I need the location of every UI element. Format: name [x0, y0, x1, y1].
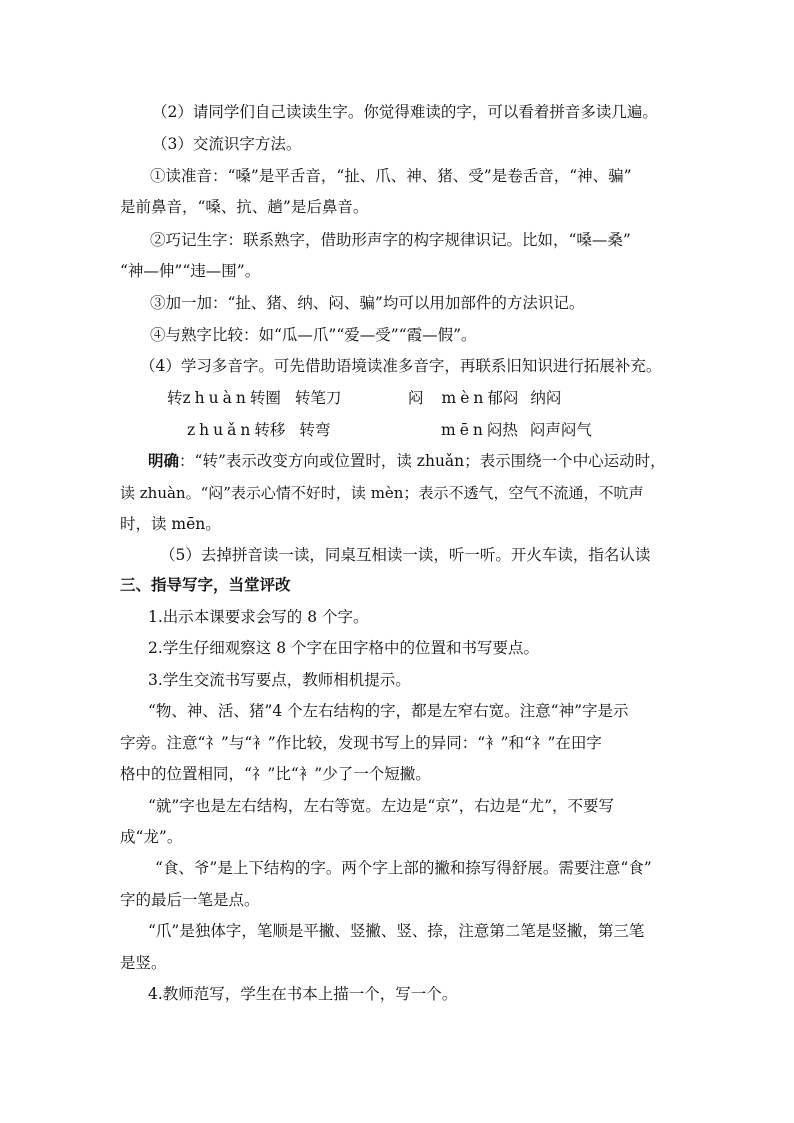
pinyin: zhuǎn: [187, 421, 255, 439]
section-heading: 三、指导写字，当堂评改: [120, 576, 291, 594]
example-word: 纳闷: [530, 389, 562, 407]
paragraph-line: ③加一加：“扯、猪、纳、闷、骗”均可以用加部件的方法识记。: [150, 294, 585, 312]
clarify-label: 明确: [148, 452, 180, 470]
clarify-line: 时，读 mēn。: [120, 515, 221, 533]
pinyin: mèn: [441, 389, 488, 407]
paragraph-line: “神—伸”“违—围”。: [120, 262, 261, 280]
paragraph-line: 是前鼻音，“嗓、抗、趟”是后鼻音。: [120, 198, 369, 216]
paragraph-line: 成“龙”。: [120, 828, 183, 846]
paragraph-line: “就”字也是左右结构，左右等宽。左边是“京”，右边是“尤”，不要写: [148, 797, 615, 815]
paragraph-line: （4）学习多音字。可先借助语境读准多音字，再联系旧知识进行拓展补充。: [140, 357, 662, 375]
example-word: 闷声闷气: [529, 421, 592, 439]
paragraph-line: 是竖。: [120, 954, 167, 972]
polyphonic-char: 闷: [408, 389, 424, 407]
paragraph-line: 字旁。注意“礻”与“衤”作比较，发现书写上的异同：“衤”和“礻”在田字: [120, 734, 602, 752]
pinyin: mēn: [441, 421, 487, 439]
example-word: 转笔刀: [294, 389, 342, 407]
example-word: 转移: [254, 421, 286, 439]
polyphonic-row: [408, 388, 561, 408]
example-word: 转弯: [299, 421, 331, 439]
paragraph-line: “物、神、活、猪”4 个左右结构的字，都是左窄右宽。注意“神”字是示: [148, 702, 629, 720]
polyphonic-row: [167, 388, 341, 408]
paragraph-line: 1.出示本课要求会写的 8 个字。: [148, 608, 369, 626]
polyphonic-row: [441, 420, 592, 440]
paragraph-line: 4.教师范写，学生在书本上描一个，写一个。: [148, 985, 458, 1003]
paragraph-line: ②巧记生字：联系熟字，借助形声字的构字规律识记。比如，“嗓—桑”: [150, 231, 631, 249]
polyphonic-char: 转: [167, 389, 183, 407]
example-word: 郁闷: [487, 389, 519, 407]
paragraph-line: 3.学生交流书写要点，教师相机提示。: [148, 671, 411, 689]
paragraph-line: （5）去掉拼音读一读，同桌互相读一读，听一听。开火车读，指名认读: [160, 546, 651, 564]
paragraph-line: （3）交流识字方法。: [152, 135, 302, 153]
paragraph-line: 字的最后一笔是点。: [120, 891, 260, 909]
pinyin: zhuàn: [182, 389, 250, 407]
polyphonic-row: [187, 420, 330, 440]
paragraph-line: “食、爷”是上下结构的字。两个字上部的撇和捺写得舒展。需要注意“食”: [155, 859, 652, 877]
paragraph-line: 格中的位置相同，“礻”比“衤”少了一个短撇。: [120, 765, 431, 783]
paragraph-line: “爪”是独体字，笔顺是平撇、竖撇、竖、捺，注意第二笔是竖撇，第三笔: [148, 922, 645, 940]
clarify-line: 读 zhuàn。“闷”表示心情不好时，读 mèn；表示不透气，空气不流通，不吭声: [120, 484, 644, 502]
paragraph-line: ①读准音：“嗓”是平舌音，“扯、爪、神、猪、受”是卷舌音，“神、骗”: [150, 167, 632, 185]
example-word: 闷热: [486, 421, 518, 439]
clarify-line: 明确：“转”表示改变方向或位置时，读 zhuǎn；表示围绕一个中心运动时，: [148, 452, 666, 470]
paragraph-line: 2.学生仔细观察这 8 个字在田字格中的位置和书写要点。: [148, 639, 540, 657]
example-word: 转圈: [249, 389, 281, 407]
paragraph-line: ④与熟字比较：如“瓜—爪”“爱—受”“霞—假”。: [150, 326, 477, 344]
paragraph-line: （2）请同学们自己读读生字。你觉得难读的字，可以看着拼音多读几遍。: [152, 103, 658, 121]
